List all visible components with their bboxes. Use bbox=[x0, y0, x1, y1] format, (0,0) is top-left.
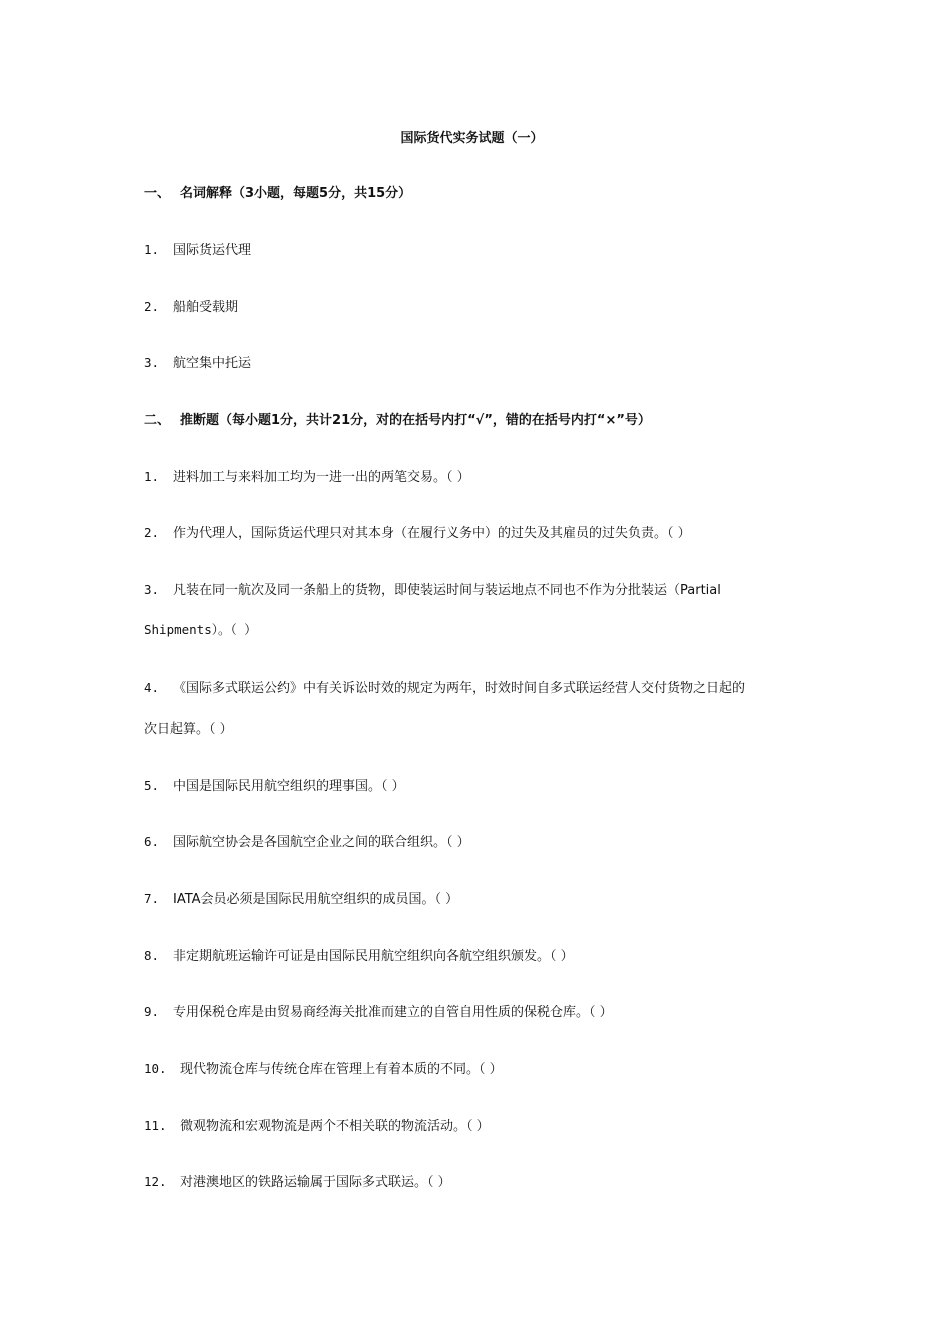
section-1-item-3 bbox=[144, 352, 251, 371]
item-number: 5. bbox=[144, 778, 160, 793]
section-2-item-1 bbox=[144, 466, 470, 485]
section-2-item-2 bbox=[144, 522, 691, 541]
section-2-item-4-continuation: 次日起算。（ ） bbox=[144, 722, 233, 737]
section-2-item-4 bbox=[144, 677, 745, 696]
item-number: 12. bbox=[144, 1174, 167, 1189]
item-text: 非定期航班运输许可证是由国际民用航空组织向各航空组织颁发。（ ） bbox=[173, 949, 574, 964]
section-2-item-9 bbox=[144, 1001, 613, 1020]
item-number: 7. bbox=[144, 891, 160, 906]
item-text: 现代物流仓库与传统仓库在管理上有着本质的不同。（ ） bbox=[180, 1062, 503, 1077]
section-2-item-3-continuation: Shipments）。（ ） bbox=[144, 622, 257, 637]
item-text: 专用保税仓库是由贸易商经海关批准而建立的自管自用性质的保税仓库。（ ） bbox=[173, 1005, 613, 1020]
item-text: 作为代理人，国际货运代理只对其本身（在履行义务中）的过失及其雇员的过失负责。（ ） bbox=[173, 526, 691, 541]
section-2-item-3 bbox=[144, 579, 721, 598]
item-number: 1. bbox=[144, 469, 160, 484]
section-2-item-7 bbox=[144, 888, 458, 907]
section-2-title: 推断题（每小题1分，共计21分，对的在括号内打“√”，错的在括号内打“×”号） bbox=[180, 413, 651, 428]
section-2-item-12 bbox=[144, 1171, 451, 1190]
item-number: 3. bbox=[144, 355, 160, 370]
section-2-item-10 bbox=[144, 1058, 503, 1077]
item-number: 8. bbox=[144, 948, 160, 963]
section-1-title: 名词解释（3小题，每题5分，共15分） bbox=[180, 186, 412, 201]
item-text: 船舶受载期 bbox=[173, 300, 239, 315]
item-text: 航空集中托运 bbox=[173, 356, 252, 371]
item-number: 11. bbox=[144, 1118, 167, 1133]
item-number: 10. bbox=[144, 1061, 167, 1076]
item-text: 对港澳地区的铁路运输属于国际多式联运。（ ） bbox=[180, 1175, 451, 1190]
section-1-heading bbox=[144, 182, 411, 201]
item-text: 凡装在同一航次及同一条船上的货物，即使装运时间与装运地点不同也不作为分批装运（Partial bbox=[173, 583, 721, 598]
section-2-item-6 bbox=[144, 831, 470, 850]
item-text: 微观物流和宏观物流是两个不相关联的物流活动。（ ） bbox=[180, 1119, 490, 1134]
item-number: 2. bbox=[144, 299, 160, 314]
item-text: 中国是国际民用航空组织的理事国。（ ） bbox=[173, 779, 405, 794]
item-number: 6. bbox=[144, 834, 160, 849]
section-2-heading bbox=[144, 409, 651, 428]
item-number: 2. bbox=[144, 525, 160, 540]
item-number: 3. bbox=[144, 582, 160, 597]
item-text: 进料加工与来料加工均为一进一出的两笔交易。（ ） bbox=[173, 470, 470, 485]
item-text: 国际航空协会是各国航空企业之间的联合组织。（ ） bbox=[173, 835, 470, 850]
section-1-item-2 bbox=[144, 296, 238, 315]
item-number: 9. bbox=[144, 1004, 160, 1019]
section-2-item-8 bbox=[144, 945, 574, 964]
page-title: 国际货代实务试题（一） bbox=[400, 131, 544, 146]
item-text: IATA会员必须是国际民用航空组织的成员国。（ ） bbox=[173, 892, 459, 907]
section-2-number: 二、 bbox=[144, 413, 171, 428]
item-number: 4. bbox=[144, 680, 160, 695]
item-text: 《国际多式联运公约》中有关诉讼时效的规定为两年，时效时间自多式联运经营人交付货物之日起的 bbox=[173, 681, 746, 696]
item-text: 国际货运代理 bbox=[173, 243, 252, 258]
item-number: 1. bbox=[144, 242, 160, 257]
section-1-item-1 bbox=[144, 239, 251, 258]
section-2-item-5 bbox=[144, 775, 405, 794]
section-2-item-11 bbox=[144, 1115, 490, 1134]
section-1-number: 一、 bbox=[144, 186, 171, 201]
